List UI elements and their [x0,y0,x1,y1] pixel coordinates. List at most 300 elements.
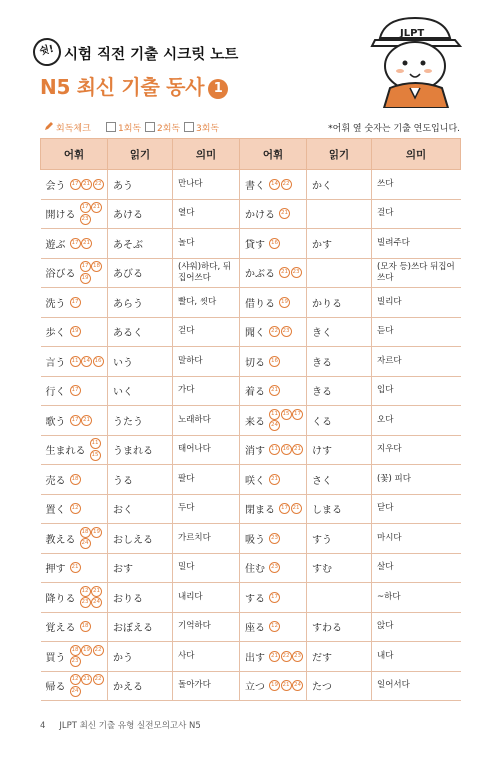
vocab-cell [41,288,108,318]
year-badge: 21 [81,674,92,685]
reading-cell: しまる [307,494,372,524]
meaning-cell: 놀다 [173,229,240,259]
exam-years [70,503,106,515]
year-note: *어휘 옆 숫자는 기출 연도입니다. [328,124,460,134]
year-badge: 15 [281,409,292,420]
year-badge: 17 [70,179,81,190]
year-badge: 11 [269,409,280,420]
meaning-cell: 만나다 [173,170,240,200]
reading-cell: きる [307,376,372,406]
exam-years [269,533,305,545]
table-header-row [41,139,461,170]
pencil-icon [44,121,54,131]
vocab-word: 出す [245,652,265,664]
meaning-cell: 오다 [372,406,461,436]
meaning-cell: 빌리다 [372,288,461,318]
meaning-cell: 듣다 [372,317,461,347]
reading-cell: さく [307,465,372,495]
table-row [41,524,461,554]
vocab-cell [240,317,307,347]
vocab-word: 降りる [45,593,76,605]
meaning-cell: 일어서다 [372,671,461,701]
reading-cell [307,583,372,613]
meaning-cell: 가다 [173,376,240,406]
exam-years [70,179,106,191]
reading-cell: おしえる [108,524,173,554]
year-badge: 19 [80,273,91,284]
table-row [41,435,461,465]
mascot-cap-text: JLPT [400,28,425,39]
vocab-cell [240,170,307,200]
reading-cell: うたう [108,406,173,436]
reading-cell: だす [307,642,372,672]
meaning-cell: 지우다 [372,435,461,465]
vocab-word: 座る [245,623,265,635]
year-badge: 21 [81,415,92,426]
vocab-word: 閉まる [245,505,275,517]
exam-years [269,562,305,574]
year-badge: 19 [91,527,102,538]
exam-years [70,474,106,486]
checkbox-icon [145,122,155,132]
book-title: JLPT 최신 기출 유형 실전모의고사 N5 [59,721,201,731]
review-check-bar [40,120,460,136]
table-row [41,465,461,495]
checkbox-icon [184,122,194,132]
vocab-cell [240,524,307,554]
year-badge: 21 [269,474,280,485]
vocab-cell [41,612,108,642]
exam-years [269,385,305,397]
year-badge: 17 [70,415,81,426]
vocab-cell [240,288,307,318]
meaning-cell: 돌아가다 [173,671,240,701]
year-badge: 21 [279,267,290,278]
vocab-cell [41,583,108,613]
year-badge: 17 [80,261,91,272]
vocab-word: 教える [45,534,76,546]
vocab-cell [240,642,307,672]
reading-cell: きく [307,317,372,347]
year-badge: 23 [292,651,303,662]
vocab-cell [41,642,108,672]
reading-cell: おく [108,494,173,524]
year-badge: 21 [281,680,292,691]
year-badge: 11 [269,444,280,455]
year-badge: 21 [81,179,92,190]
year-badge: 14 [269,179,280,190]
year-badge: 22 [93,674,104,685]
reading-cell: きる [307,347,372,377]
year-badge: 16 [93,356,104,367]
year-badge: 18 [91,261,102,272]
year-badge: 22 [93,179,104,190]
title-text: N5 최신 기출 동사 [40,75,205,99]
header-meaning: 의미 [173,139,240,170]
table-row [41,317,461,347]
year-badge: 21 [269,651,280,662]
year-badge: 16 [269,356,280,367]
meaning-cell: 자르다 [372,347,461,377]
meaning-cell: 태어나다 [173,435,240,465]
year-badge: 17 [292,409,303,420]
table-row [41,406,461,436]
reading-cell: あそぶ [108,229,173,259]
vocab-word: 消す [245,446,265,458]
meaning-cell: 앉다 [372,612,461,642]
exam-years [80,261,108,284]
vocab-cell [240,465,307,495]
vocab-word: 浴びる [45,269,76,281]
vocab-cell [240,229,307,259]
meaning-cell: 두다 [173,494,240,524]
exam-years [279,208,306,220]
exam-years [269,356,305,368]
vocab-word: 帰る [45,682,66,694]
vocab-cell [240,494,307,524]
meaning-cell: 열다 [173,199,240,229]
page-title [40,71,228,100]
meaning-cell: 말하다 [173,347,240,377]
reading-cell: けす [307,435,372,465]
vocab-word: かぶる [245,269,275,281]
title-number-badge: 1 [208,79,228,99]
reading-cell: おりる [108,583,173,613]
meaning-cell: 살다 [372,553,461,583]
meaning-cell: 걷다 [173,317,240,347]
year-badge: 21 [70,562,81,573]
meaning-cell: 쓰다 [372,170,461,200]
meaning-cell: ~하다 [372,583,461,613]
exam-years [269,621,305,633]
table-row [41,199,461,229]
meaning-cell: 빌려주다 [372,229,461,259]
year-badge: 17 [70,385,81,396]
reading-cell: たつ [307,671,372,701]
vocab-cell [41,376,108,406]
page-header [0,0,500,112]
page-footer [40,719,201,731]
meaning-cell: 빨다, 씻다 [173,288,240,318]
vocab-word: 貸す [245,239,265,251]
vocab-word: 洗う [45,298,66,310]
exam-years [269,409,305,432]
year-badge: 17 [70,297,81,308]
vocab-cell [41,553,108,583]
vocab-cell [240,435,307,465]
reading-cell: すわる [307,612,372,642]
year-badge: 21 [292,444,303,455]
year-badge: 21 [91,586,102,597]
checkbox-icon [106,122,116,132]
year-badge: 22 [281,179,292,190]
meaning-cell: 걸다 [372,199,461,229]
page-subtitle: 시험 직전 기출 시크릿 노트 [64,47,239,63]
vocab-word: 吸う [245,534,265,546]
exam-years [70,645,106,668]
exam-years [90,438,108,461]
vocab-cell [240,199,307,229]
year-badge: 24 [80,538,91,549]
vocab-table [40,138,461,701]
reading-cell: あける [108,199,173,229]
year-badge: 23 [291,267,302,278]
year-badge: 18 [70,474,81,485]
vocab-table-body [41,170,461,701]
meaning-cell: 입다 [372,376,461,406]
reading-cell: あう [108,170,173,200]
table-row [41,583,461,613]
year-badge: 21 [81,238,92,249]
table-row [41,553,461,583]
vocab-cell [41,406,108,436]
vocab-word: 覚える [45,623,76,635]
meaning-cell: 내다 [372,642,461,672]
year-badge: 18 [80,621,91,632]
reading-cell: うる [108,465,173,495]
table-row [41,170,461,200]
reading-cell: かす [307,229,372,259]
table-row [41,494,461,524]
reading-cell: かく [307,170,372,200]
exam-years [269,680,305,692]
round-2-checkbox[interactable] [145,121,180,134]
year-badge: 14 [81,356,92,367]
year-badge: 16 [269,238,280,249]
reading-cell: いう [108,347,173,377]
table-row [41,376,461,406]
year-badge: 18 [70,645,81,656]
year-badge: 17 [279,503,290,514]
meaning-cell: (꽃) 피다 [372,465,461,495]
meaning-cell: 팔다 [173,465,240,495]
year-badge: 19 [269,680,280,691]
table-row [41,258,461,288]
year-badge: 23 [70,656,81,667]
year-badge: 23 [80,214,91,225]
vocab-cell [240,612,307,642]
exam-years [70,674,106,697]
exam-years [279,503,306,515]
vocab-word: 言う [45,357,66,369]
exam-years [279,267,306,279]
exam-years [269,592,305,604]
vocab-cell [240,376,307,406]
exam-years [269,474,305,486]
exam-years [80,202,108,225]
exam-years [269,179,305,191]
round-3-checkbox[interactable] [184,121,219,134]
year-badge: 12 [80,586,91,597]
reading-cell: うまれる [108,435,173,465]
year-badge: 12 [70,674,81,685]
meaning-cell: 가르치다 [173,524,240,554]
reading-cell: いく [108,376,173,406]
header-meaning: 의미 [372,139,461,170]
round-2-label: 2회독 [157,124,181,134]
vocab-cell [41,317,108,347]
header-reading: 읽기 [108,139,173,170]
vocab-word: 遊ぶ [45,239,66,251]
year-badge: 17 [269,592,280,603]
review-check-label: 회독체크 [56,124,91,134]
year-badge: 12 [269,621,280,632]
header-vocab: 어휘 [240,139,307,170]
year-badge: 23 [281,326,292,337]
reading-cell: かう [108,642,173,672]
year-badge: 19 [279,297,290,308]
vocab-word: 住む [245,564,265,576]
meaning-cell: 기억하다 [173,612,240,642]
exam-years [70,297,106,309]
year-badge: 22 [93,645,104,656]
table-row [41,229,461,259]
vocab-word: 切る [245,357,265,369]
exam-years [70,562,106,574]
vocab-cell [240,583,307,613]
vocab-cell [41,524,108,554]
year-badge: 11 [90,438,101,449]
exam-years [70,326,106,338]
vocab-cell [240,347,307,377]
vocab-word: 聞く [245,328,265,340]
vocab-word: 書く [245,180,265,192]
year-badge: 21 [291,503,302,514]
mascot-character-icon [360,8,470,108]
exam-years [70,385,106,397]
exam-years [70,238,106,250]
exam-years [80,621,108,633]
page-number: 4 [40,721,46,731]
table-row [41,347,461,377]
vocab-word: 買う [45,652,66,664]
meaning-cell: 노래하다 [173,406,240,436]
vocab-word: 着る [245,387,265,399]
reading-cell: すむ [307,553,372,583]
year-badge: 11 [70,356,81,367]
exam-years [70,415,106,427]
exam-years [80,527,108,550]
year-badge: 23 [269,533,280,544]
year-badge: 23 [80,597,91,608]
exam-years [269,326,305,338]
year-badge: 21 [279,208,290,219]
meaning-cell: 내리다 [173,583,240,613]
header-reading: 읽기 [307,139,372,170]
vocab-word: 来る [245,416,265,428]
header-vocab: 어휘 [41,139,108,170]
vocab-word: 売る [45,475,66,487]
meaning-cell: 밀다 [173,553,240,583]
reading-cell [307,258,372,288]
table-row [41,288,461,318]
vocab-cell [41,347,108,377]
year-badge: 22 [269,326,280,337]
year-badge: 24 [269,420,280,431]
meaning-cell: (샤워)하다, 뒤집어쓰다 [173,258,240,288]
vocab-cell [41,494,108,524]
meaning-cell: 닫다 [372,494,461,524]
vocab-cell [240,671,307,701]
vocab-word: 歩く [45,328,66,340]
round-3-label: 3회독 [196,124,220,134]
reading-cell: あびる [108,258,173,288]
vocab-word: 借りる [245,298,275,310]
exam-years [269,651,305,663]
secret-badge: 쉿! [30,35,63,68]
year-badge: 12 [70,503,81,514]
vocab-word: 会う [45,180,66,192]
meaning-cell: 사다 [173,642,240,672]
vocab-cell [240,258,307,288]
table-row [41,671,461,701]
year-badge: 21 [91,202,102,213]
year-badge: 19 [70,326,81,337]
vocab-word: 押す [45,564,66,576]
year-badge: 21 [269,385,280,396]
vocab-cell [41,258,108,288]
year-badge: 16 [281,444,292,455]
exam-years [269,444,305,456]
reading-cell: くる [307,406,372,436]
vocab-cell [41,229,108,259]
vocab-word: 置く [45,505,66,517]
reading-cell: かえる [108,671,173,701]
year-badge: 17 [70,238,81,249]
vocab-cell [41,465,108,495]
vocab-cell [41,199,108,229]
reading-cell: あらう [108,288,173,318]
year-badge: 23 [269,562,280,573]
reading-cell: かりる [307,288,372,318]
vocab-cell [41,435,108,465]
year-badge: 15 [90,450,101,461]
table-row [41,612,461,642]
vocab-cell [240,553,307,583]
year-badge: 19 [81,645,92,656]
year-badge: 24 [70,686,81,697]
reading-cell: おぼえる [108,612,173,642]
vocab-word: かける [245,210,275,222]
year-badge: 18 [80,527,91,538]
vocab-word: 咲く [245,475,265,487]
vocab-word: 立つ [245,682,265,694]
reading-cell: すう [307,524,372,554]
year-badge: 24 [292,680,303,691]
exam-years [279,297,306,309]
reading-cell: おす [108,553,173,583]
vocab-word: 行く [45,387,66,399]
year-badge: 22 [281,651,292,662]
vocab-cell [41,170,108,200]
vocab-cell [41,671,108,701]
meaning-cell: 마시다 [372,524,461,554]
exam-years [80,586,108,609]
table-row [41,642,461,672]
vocab-word: 開ける [45,210,76,222]
vocab-word: する [245,593,265,605]
round-1-checkbox[interactable] [106,121,141,134]
reading-cell: あるく [108,317,173,347]
meaning-cell: (모자 등)쓰다 뒤집어 쓰다 [372,258,461,288]
round-1-label: 1회독 [118,124,142,134]
exam-years [269,238,305,250]
reading-cell [307,199,372,229]
exam-years [70,356,106,368]
year-badge: 24 [91,597,102,608]
vocab-cell [240,406,307,436]
vocab-word: 生まれる [45,446,86,458]
